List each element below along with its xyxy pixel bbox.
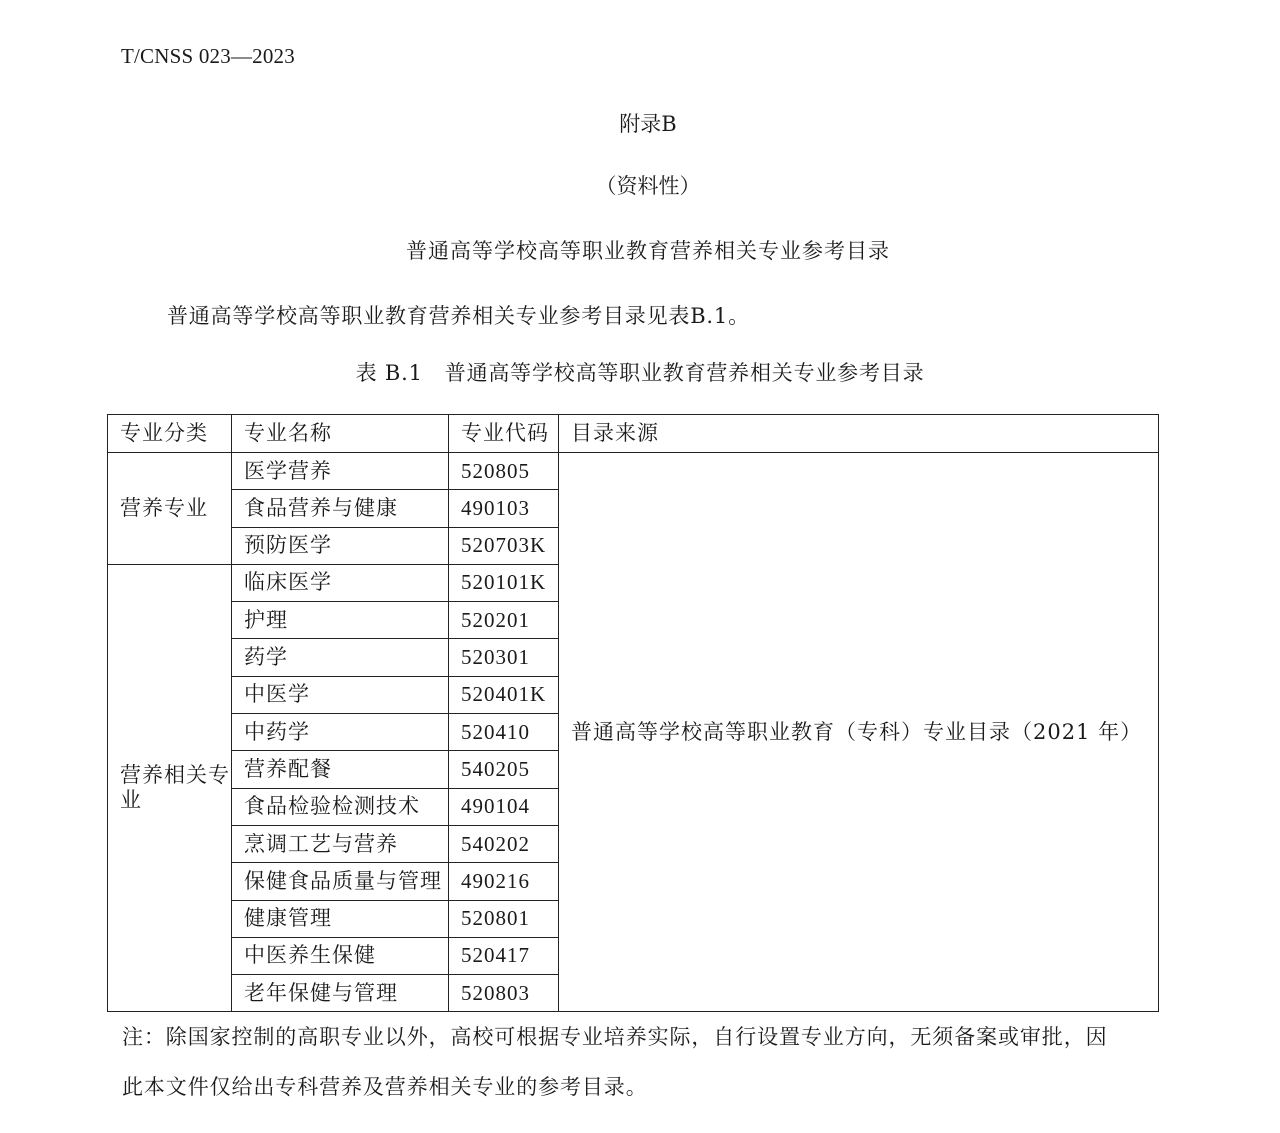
major-name-cell: 临床医学 <box>232 564 449 601</box>
major-name-cell: 医学营养 <box>232 453 449 490</box>
major-code-cell: 520301 <box>449 639 559 676</box>
major-name-cell: 护理 <box>232 602 449 639</box>
intro-paragraph: 普通高等学校高等职业教育营养相关专业参考目录见表B.1。 <box>167 304 750 328</box>
major-name-cell: 烹调工艺与营养 <box>232 825 449 862</box>
major-name-cell: 中医养生保健 <box>232 937 449 974</box>
major-code-cell: 520201 <box>449 602 559 639</box>
major-name-cell: 药学 <box>232 639 449 676</box>
major-code-cell: 520417 <box>449 937 559 974</box>
major-name-cell: 中医学 <box>232 676 449 713</box>
table-caption-title: 普通高等学校高等职业教育营养相关专业参考目录 <box>444 361 925 385</box>
major-name-cell: 中药学 <box>232 714 449 751</box>
major-code-cell: 520101K <box>449 564 559 601</box>
header-name: 专业名称 <box>232 415 449 453</box>
table-note-line-1: 注：除国家控制的高职专业以外，高校可根据专业培养实际，自行设置专业方向，无须备案或审批，因 <box>122 1025 1108 1049</box>
table-row <box>108 453 1159 490</box>
major-code-cell: 520805 <box>449 453 559 490</box>
table-header-row <box>108 415 1159 453</box>
source-cell: 普通高等学校高等职业教育（专科）专业目录（2021 年） <box>559 453 1159 1012</box>
major-code-cell: 520401K <box>449 676 559 713</box>
major-code-cell: 540205 <box>449 751 559 788</box>
major-name-cell: 食品营养与健康 <box>232 490 449 527</box>
major-name-cell: 食品检验检测技术 <box>232 788 449 825</box>
header-source: 目录来源 <box>559 415 1159 453</box>
header-code: 专业代码 <box>449 415 559 453</box>
major-name-cell: 预防医学 <box>232 527 449 564</box>
appendix-title: 附录B <box>619 112 677 136</box>
major-name-cell: 健康管理 <box>232 900 449 937</box>
major-name-cell: 保健食品质量与管理 <box>232 863 449 900</box>
table-caption-number: 表 B.1 <box>355 361 423 385</box>
major-code-cell: 540202 <box>449 825 559 862</box>
major-name-cell: 老年保健与管理 <box>232 975 449 1012</box>
header-category: 专业分类 <box>108 415 232 453</box>
category-cell: 营养专业 <box>108 453 232 565</box>
table-note-line-2: 此本文件仅给出专科营养及营养相关专业的参考目录。 <box>122 1075 648 1099</box>
standard-id: T/CNSS 023—2023 <box>121 44 295 68</box>
category-cell: 营养相关专业 <box>108 564 232 1012</box>
major-code-cell: 490103 <box>449 490 559 527</box>
major-code-cell: 520410 <box>449 714 559 751</box>
catalog-table <box>107 414 1159 1012</box>
major-code-cell: 520803 <box>449 975 559 1012</box>
major-name-cell: 营养配餐 <box>232 751 449 788</box>
major-code-cell: 520703K <box>449 527 559 564</box>
appendix-kind: （资料性） <box>595 174 701 198</box>
table-caption <box>0 357 1280 387</box>
major-code-cell: 490216 <box>449 863 559 900</box>
appendix-name: 普通高等学校高等职业教育营养相关专业参考目录 <box>406 239 890 263</box>
major-code-cell: 490104 <box>449 788 559 825</box>
major-code-cell: 520801 <box>449 900 559 937</box>
